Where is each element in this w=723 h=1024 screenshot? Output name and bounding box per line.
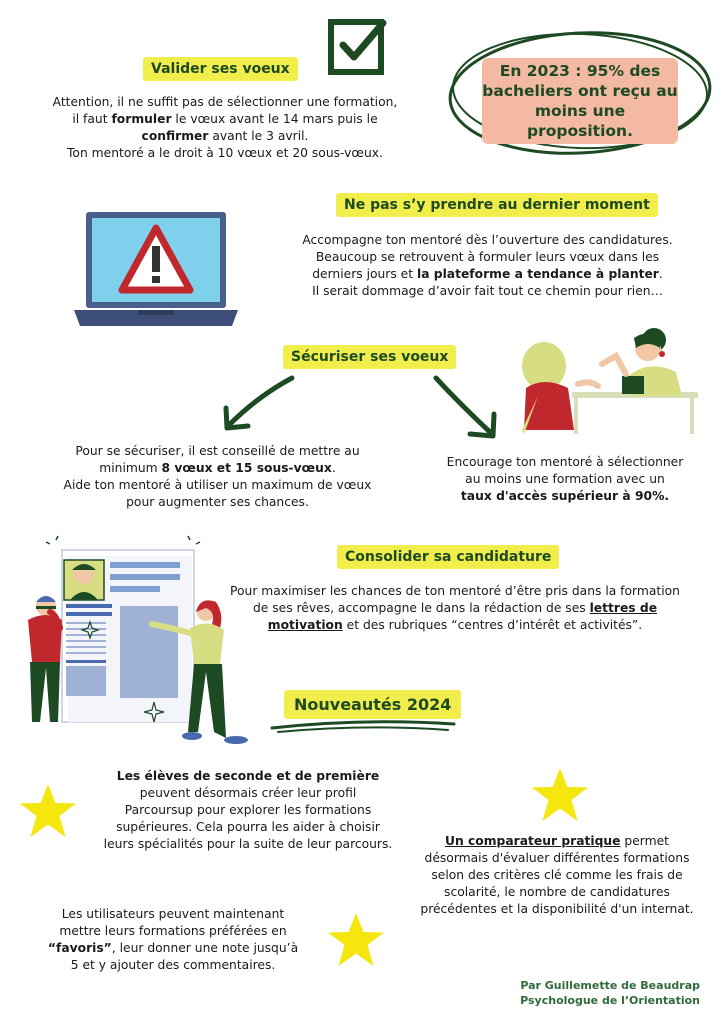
heading-consolider: Consolider sa candidature [337, 545, 559, 569]
nouveaute-seconde-text: Les élèves de seconde et de première peuvent désormais créer leur profil Parcoursup pour explorer les formations supérieures. Cela pourra les aider à choisir leurs spécialités pour la suite de leur parcours. [103, 769, 393, 851]
arrow-left-icon [218, 374, 298, 434]
nouveaute-comparateur-text: Un comparateur pratique permet désormais d'évaluer différentes formations selon des critères clé comme les frais de scolarité, le nombre de candidatures précédentes et la disponibilité d'un internat. [420, 834, 694, 916]
laptop-warning-icon [72, 210, 240, 332]
star-icon [530, 766, 590, 824]
heading-valider: Valider ses voeux [143, 57, 298, 81]
heading-nouveautes: Nouveautés 2024 [284, 690, 461, 719]
heading-securiser: Sécuriser ses voeux [283, 345, 456, 369]
section4-text: Pour maximiser les chances de ton mentoré d’être pris dans la formation de ses rêves, accompagne le dans la rédaction de ses lettres de motivation et des rubriques “centres d’intérêt et activités”. [230, 584, 680, 632]
section3-left-text: Pour se sécuriser, il est conseillé de mettre au minimum 8 vœux et 15 sous-vœux. Aide ton mentoré à utiliser un maximum de vœux pour augmenter ses chances. [63, 444, 372, 509]
stat-box: En 2023 : 95% des bacheliers ont reçu au moins une proposition. [482, 58, 678, 144]
heading-dernier-moment: Ne pas s’y prendre au dernier moment [336, 193, 658, 217]
arrow-right-icon [430, 374, 502, 442]
star-icon [326, 911, 386, 969]
author-credit: Par Guillemette de Beaudrap Psychologue de l’Orientation [520, 979, 700, 1007]
conversation-illustration [518, 318, 708, 436]
section1-text: Attention, il ne suffit pas de sélectionner une formation, il faut formuler le vœux avant le 14 mars puis le confirmer avant le 3 avril. Ton mentoré a le droit à 10 vœux et 20 sous-vœux. [52, 95, 398, 160]
star-icon [18, 782, 78, 840]
nouveaute-favoris-text: Les utilisateurs peuvent maintenant mettre leurs formations préférées en “favoris”, leur donner une note jusqu’à 5 et y ajouter des commentaires. [47, 907, 299, 972]
section3-right-text: Encourage ton mentoré à sélectionner au moins une formation avec un taux d'accès supérieur à 90%. [446, 455, 684, 503]
resume-illustration [10, 532, 250, 746]
checkbox-check-icon [327, 17, 389, 75]
section2-text: Accompagne ton mentoré dès l’ouverture des candidatures. Beaucoup se retrouvent à formuler leurs vœux dans les derniers jours et la plateforme a tendance à planter. Il serait dommage d’avoir fait tout ce chemin pour rien… [302, 233, 673, 298]
underline-scribble [268, 716, 458, 736]
